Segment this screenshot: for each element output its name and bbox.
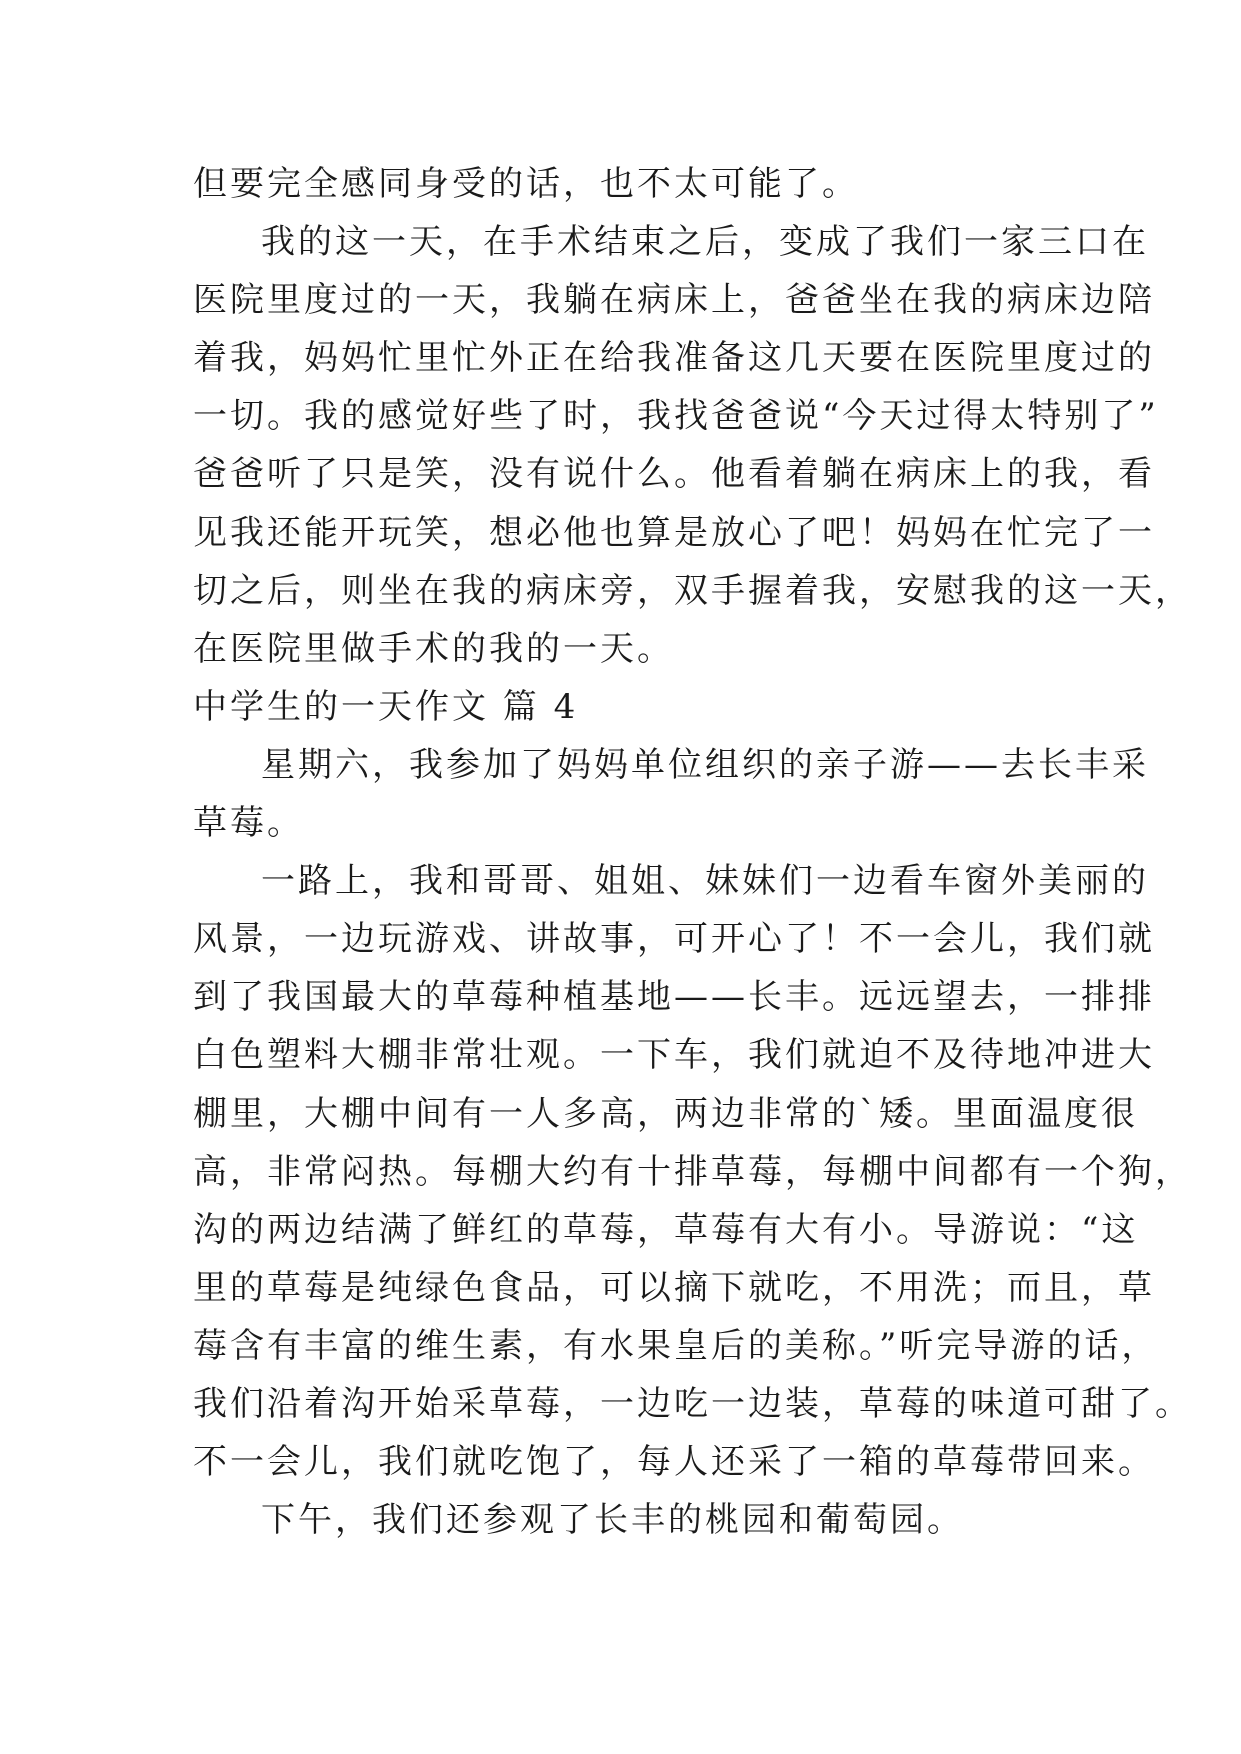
text-line: 莓含有丰富的维生素，有水果皇后的美称。”听完导游的话， xyxy=(193,1325,1159,1366)
text-line: 但要完全感同身受的话，也不太可能了。 xyxy=(193,164,859,204)
text-line: 医院里度过的一天，我躺在病床上，爸爸坐在我的病床边陪 xyxy=(193,280,1155,321)
text-line: 爸爸听了只是笑，没有说什么。他看着躺在病床上的我，看 xyxy=(193,454,1155,495)
text-line: 不一会儿，我们就吃饱了，每人还采了一箱的草莓带回来。 xyxy=(193,1442,1155,1483)
text-line: 风景，一边玩游戏、讲故事，可开心了！不一会儿，我们就 xyxy=(193,919,1155,960)
text-line: 高，非常闷热。每棚大约有十排草莓，每棚中间都有一个狗， xyxy=(193,1151,1192,1192)
text-line: 我的这一天，在手术结束之后，变成了我们一家三口在 xyxy=(261,222,1149,263)
text-line: 到了我国最大的草莓种植基地——长丰。远远望去，一排排 xyxy=(193,977,1155,1018)
text-line: 沟的两边结满了鲜红的草莓，草莓有大有小。导游说：“这 xyxy=(193,1209,1139,1250)
text-line: 下午，我们还参观了长丰的桃园和葡萄园。 xyxy=(261,1500,964,1541)
text-line: 一路上，我和哥哥、姐姐、妹妹们一边看车窗外美丽的 xyxy=(261,861,1149,902)
section-heading: 中学生的一天作文 篇 4 xyxy=(193,686,579,727)
text-line: 切之后，则坐在我的病床旁，双手握着我，安慰我的这一天， xyxy=(193,570,1192,611)
text-line: 在医院里做手术的我的一天。 xyxy=(193,628,674,669)
text-line: 星期六，我参加了妈妈单位组织的亲子游——去长丰采 xyxy=(261,744,1149,785)
text-line: 着我，妈妈忙里忙外正在给我准备这几天要在医院里度过的 xyxy=(193,338,1155,379)
document-body xyxy=(193,155,1192,1549)
text-line: 棚里，大棚中间有一人多高，两边非常的`矮。里面温度很 xyxy=(193,1093,1138,1134)
text-line: 一切。我的感觉好些了时，我找爸爸说“今天过得太特别了” xyxy=(193,396,1159,437)
text-line: 白色塑料大棚非常壮观。一下车，我们就迫不及待地冲进大 xyxy=(193,1035,1155,1076)
text-line: 见我还能开玩笑，想必他也算是放心了吧！妈妈在忙完了一 xyxy=(193,512,1155,553)
text-line: 里的草莓是纯绿色食品，可以摘下就吃，不用洗；而且，草 xyxy=(193,1267,1155,1308)
text-line: 我们沿着沟开始采草莓，一边吃一边装，草莓的味道可甜了。 xyxy=(193,1383,1192,1424)
text-line: 草莓。 xyxy=(193,803,304,844)
